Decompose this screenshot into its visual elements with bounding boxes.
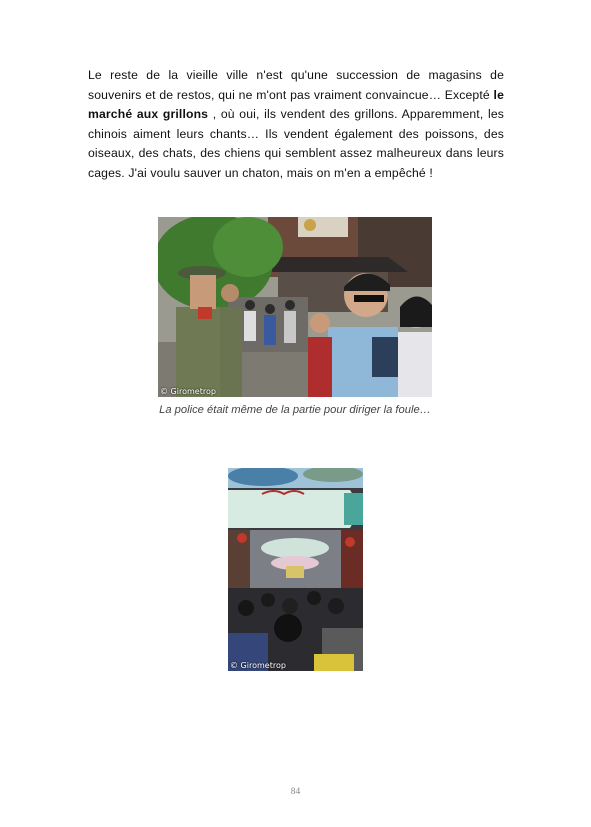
- page-number: 84: [290, 787, 301, 797]
- paragraph-text-start: Le reste de la vieille ville n'est qu'une succession de magasins de souvenirs et de restos, qui ne m'ont pas vraiment convaincue… Excepté: [88, 68, 504, 102]
- photo-police-crowd-image: [158, 217, 432, 397]
- paragraph-text-end: , où oui, ils vendent des grillons. Apparemment, les chinois aiment leurs chants… Ils vendent également des poissons, des oiseaux, des chats, des chiens qui semblent assez malheureux dans leurs cages. J'ai voulu sauver un chaton, mais on m'en a empêché !: [88, 107, 504, 180]
- photo-credit: © Girometrop: [230, 661, 286, 670]
- photo-caption: La police était même de la partie pour diriger la foule…: [159, 404, 431, 416]
- photo-crowded-street-image: [228, 468, 363, 671]
- photo-police-crowd: [158, 217, 432, 397]
- photo-crowded-street: [228, 468, 363, 671]
- bold-phrase-cricket-market: le marché aux grillons: [88, 87, 504, 122]
- photo-credit: © Girometrop: [160, 387, 216, 396]
- body-paragraph: [88, 66, 504, 184]
